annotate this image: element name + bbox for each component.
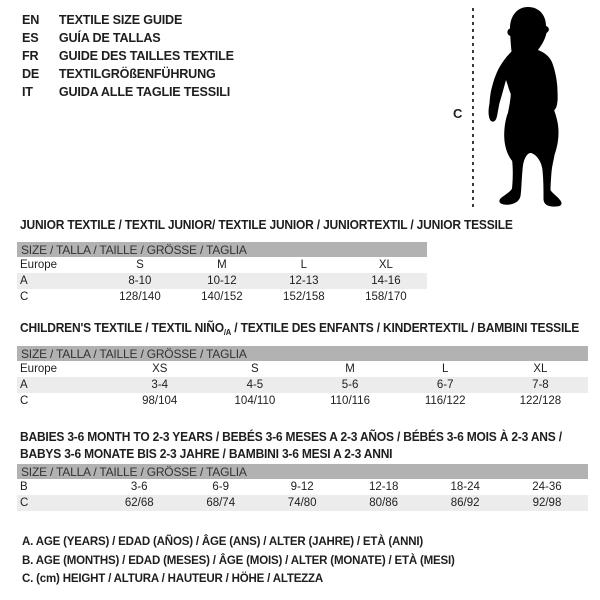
language-row [22,83,234,101]
row-label-cell: C [20,395,29,407]
row-label-cell: Europe [20,259,58,271]
language-label: TEXTILGRÖßENFÜHRUNG [58,66,216,81]
value-cell: 10-12 [181,273,263,289]
language-code: ES [22,30,39,45]
size-header-row [17,242,427,257]
children-title-post: / TEXTILE DES ENFANTS / KINDERTEXTIL / BAMBINI TESSILE [231,321,580,335]
legend-note-c: C. (cm) HEIGHT / ALTURA / HAUTEUR / HÖHE / ALTEZZA [22,571,324,585]
value-cell: 3-4 [112,377,207,393]
value-cell: 6-9 [212,481,230,493]
babies-title-line2: BABYS 3-6 MONATE BIS 2-3 JAHRE / BAMBINI 3-6 MESI A 2-3 ANNI [20,447,393,461]
value-cell: 92/98 [506,495,588,511]
language-row [22,29,234,47]
value-cell: M [345,363,355,375]
babies-title-line1: BABIES 3-6 MONTH TO 2-3 YEARS / BEBÉS 3-6 MESES A 2-3 AÑOS / BÉBÉS 3-6 MOIS À 2-3 ANS / [20,430,562,444]
language-code: EN [22,12,40,27]
size-header-cell: SIZE / TALLA / TAILLE / GRÖSSE / TAGLIA [17,346,588,361]
value-cell: L [300,259,308,271]
value-cell: 116/122 [424,395,466,407]
value-cell: 158/170 [365,291,407,303]
size-header-row [17,346,588,361]
value-cell: 24-36 [532,481,562,493]
value-cell: 8-10 [99,273,181,289]
row-label-cell: A [17,273,99,289]
row-label-cell: C [17,495,98,511]
language-label: GUIDA ALLE TAGLIE TESSILI [58,84,231,99]
height-measure-dotted-line [472,8,474,211]
row-label-cell: C [20,291,29,303]
value-cell: M [217,259,227,271]
children-size-table [17,346,588,409]
value-cell: S [251,363,259,375]
legend-note-b: B. AGE (MONTHS) / EDAD (MESES) / ÂGE (MOIS) / ALTER (MONATE) / ETÀ (MESI) [22,552,455,567]
value-cell: 140/152 [201,291,243,303]
value-cell: 152/158 [283,291,325,303]
value-cell: S [136,259,144,271]
language-row [22,65,234,83]
value-cell: 7-8 [493,377,588,393]
value-cell: 74/80 [261,495,342,511]
language-code: DE [22,66,40,81]
value-cell: L [442,363,449,375]
language-code: FR [22,48,39,63]
value-cell: 6-7 [398,377,493,393]
value-cell: XS [152,363,168,375]
table-row [17,273,427,289]
language-row [22,47,234,65]
value-cell: 86/92 [424,495,505,511]
table-row [17,289,427,305]
junior-section-title: JUNIOR TEXTILE / TEXTIL JUNIOR/ TEXTILE JUNIOR / JUNIORTEXTIL / JUNIOR TESSILE [20,218,513,232]
baby-silhouette-icon [483,4,573,214]
value-cell: 12-13 [263,273,345,289]
junior-size-table [17,242,427,305]
row-label-cell: A [17,377,112,393]
value-cell: 14-16 [345,273,427,289]
legend-notes [22,532,455,588]
size-header-cell: SIZE / TALLA / TAILLE / GRÖSSE / TAGLIA [17,464,588,479]
value-cell: 62/68 [98,495,179,511]
value-cell: XL [378,259,393,271]
value-cell: 122/128 [519,395,562,407]
value-cell: 4-5 [207,377,302,393]
size-header-cell: SIZE / TALLA / TAILLE / GRÖSSE / TAGLIA [17,242,427,257]
table-row [17,479,588,495]
babies-size-table [17,464,588,511]
value-cell: 80/86 [343,495,424,511]
value-cell: 68/74 [180,495,261,511]
row-label-cell: Europe [20,363,58,375]
legend-note-a: A. AGE (YEARS) / EDAD (AÑOS) / ÂGE (ANS) / ALTER (JAHRE) / ETÀ (ANNI) [22,534,424,548]
size-header-row [17,464,588,479]
value-cell: 128/140 [119,291,161,303]
children-section-title [20,321,579,337]
table-row [17,257,427,273]
value-cell: 110/116 [330,395,370,407]
table-row [17,361,588,377]
table-row [17,377,588,393]
table-row [17,495,588,511]
value-cell: 3-6 [130,481,148,493]
language-code: IT [22,84,33,99]
language-row [22,11,234,29]
language-label: TEXTILE SIZE GUIDE [58,12,183,27]
height-measure-label: C [453,106,463,121]
language-label: GUÍA DE TALLAS [58,30,161,45]
value-cell: 12-18 [368,481,399,493]
row-label-cell: B [20,481,28,493]
babies-section-title [20,429,562,463]
children-title-sub: /A [223,328,232,337]
children-title-pre: CHILDREN'S TEXTILE / TEXTIL NIÑO [20,321,224,335]
value-cell: 104/110 [234,395,276,407]
value-cell: 5-6 [302,377,397,393]
value-cell: 98/104 [142,395,178,407]
language-label: GUIDE DES TAILLES TEXTILE [58,48,234,63]
table-row [17,393,588,409]
value-cell: XL [533,363,548,375]
language-header [22,11,234,101]
value-cell: 9-12 [290,481,314,493]
value-cell: 18-24 [450,481,480,493]
